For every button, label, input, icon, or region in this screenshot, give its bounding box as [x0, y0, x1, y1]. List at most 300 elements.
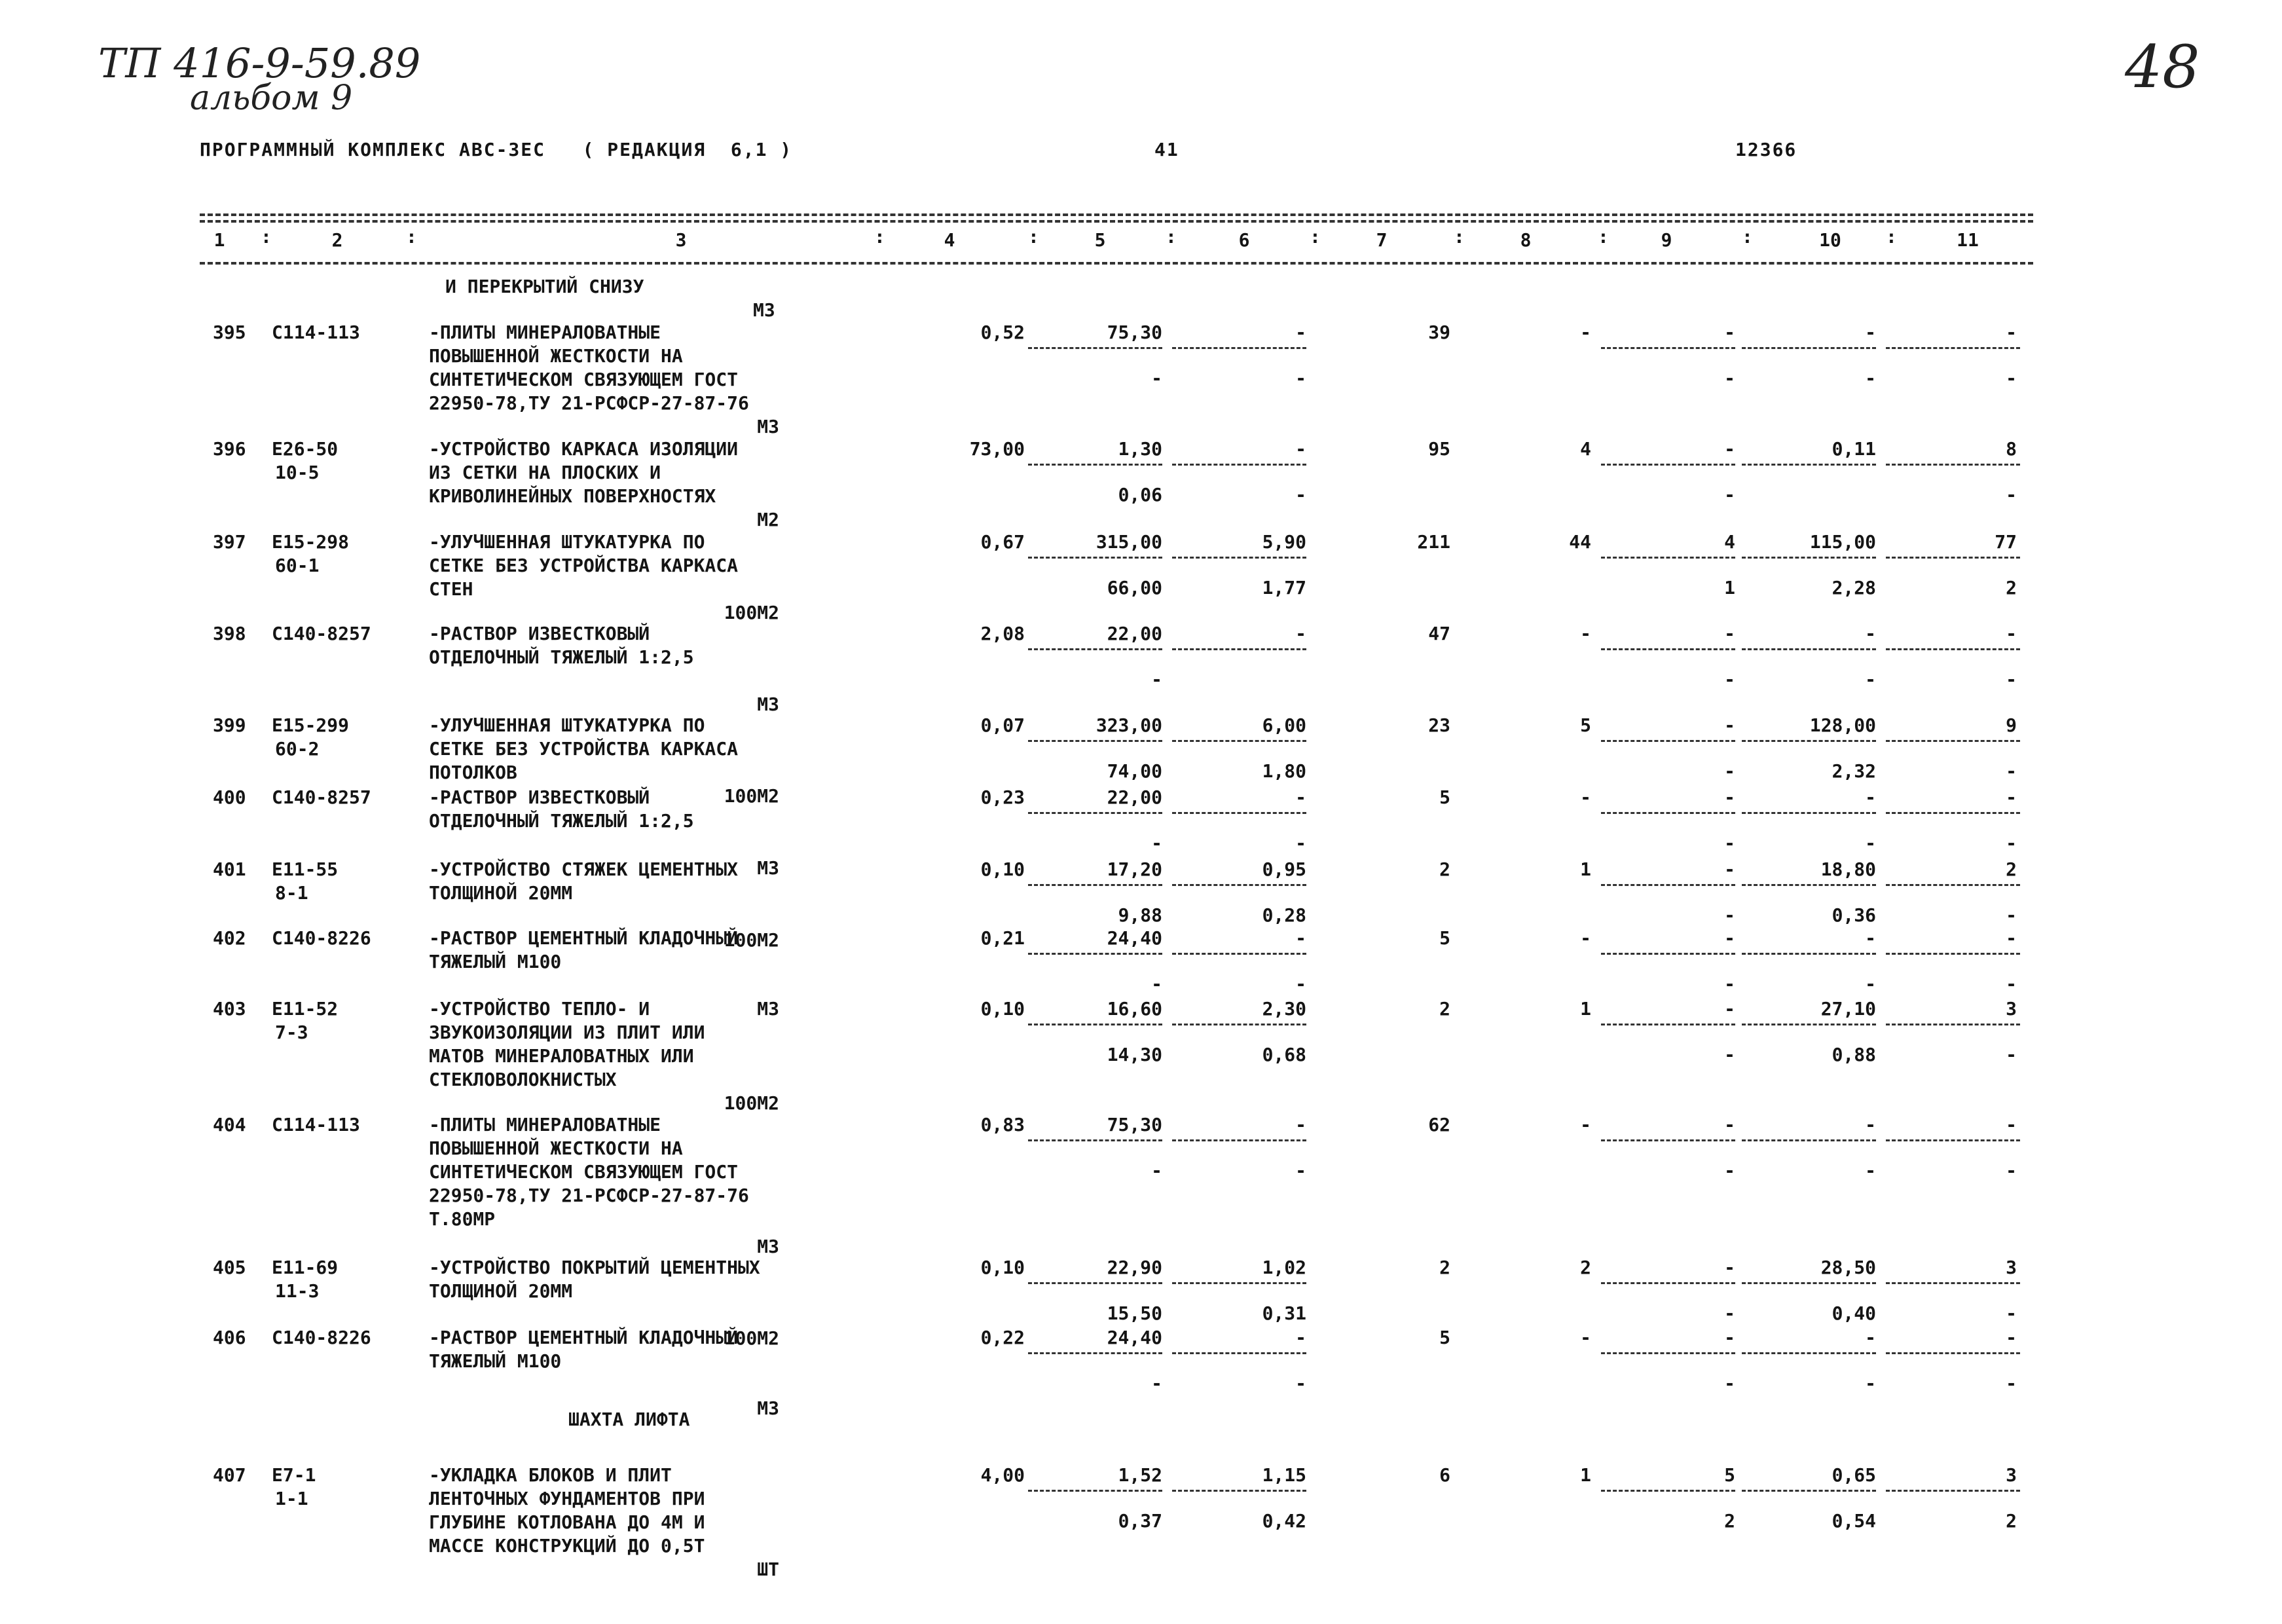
unit-cost-machinery: 5,90 [1262, 531, 1306, 553]
unit-wage-value: 9,88 [1118, 904, 1162, 926]
value-divider [1886, 464, 2020, 466]
column-header-7: 7 [1376, 229, 1388, 251]
labor-total: 3 [2006, 1464, 2017, 1486]
unit-cost-machinery: 6,00 [1262, 714, 1306, 736]
norm-code: С140-8257 [272, 786, 371, 808]
unit-wage-value: 66,00 [1107, 577, 1162, 599]
work-description: МАССЕ КОНСТРУКЦИЙ ДО 0,5Т [429, 1535, 705, 1557]
work-description: ТЯЖЕЛЫЙ М100 [429, 1350, 562, 1372]
value-divider [1028, 347, 1162, 349]
work-description: КРИВОЛИНЕЙНЫХ ПОВЕРХНОСТЯХ [429, 485, 716, 507]
unit-cost-machinery: - [1295, 1114, 1306, 1135]
wage-cost: 5 [1580, 714, 1591, 736]
unit-of-measure: 100М2 [724, 602, 779, 623]
unit-of-measure: 100М2 [724, 1092, 779, 1114]
column-header-9: 9 [1661, 229, 1672, 251]
value-divider [1172, 1024, 1306, 1025]
value-divider [1601, 347, 1735, 349]
column-separator: : [1454, 226, 1465, 248]
wage-cost: 44 [1569, 531, 1591, 553]
value-divider [1172, 648, 1306, 650]
machinery-labor-total: - [2006, 760, 2017, 782]
machinery-cost: - [1724, 438, 1735, 460]
labor-hours: 28,50 [1820, 1257, 1876, 1278]
labor-total: - [2006, 1327, 2017, 1348]
value-divider [1742, 1352, 1876, 1354]
machinery-cost: - [1724, 786, 1735, 808]
wage-cost: - [1580, 1114, 1591, 1135]
work-description: -УЛУЧШЕННАЯ ШТУКАТУРКА ПО [429, 531, 705, 553]
value-divider [1886, 884, 2020, 886]
total-cost: 6 [1439, 1464, 1450, 1486]
quantity-value: 0,22 [980, 1327, 1025, 1348]
value-divider [1886, 648, 2020, 650]
machinery-cost: 5 [1724, 1464, 1735, 1486]
column-separator: : [1742, 226, 1753, 248]
labor-total: 2 [2006, 858, 2017, 880]
machinery-labor-hours: 0,40 [1831, 1302, 1876, 1324]
unit-of-measure: М3 [757, 1397, 779, 1419]
machinery-labor-hours: - [1865, 1160, 1876, 1181]
machinery-labor-hours: 2,28 [1831, 577, 1876, 599]
value-divider [1742, 740, 1876, 742]
column-header-1: 1 [213, 229, 225, 251]
row-number: 403 [213, 998, 246, 1020]
unit-cost-machinery: 1,02 [1262, 1257, 1306, 1278]
work-description: -УКЛАДКА БЛОКОВ И ПЛИТ [429, 1464, 672, 1486]
labor-hours: 27,10 [1820, 998, 1876, 1020]
total-cost: 95 [1428, 438, 1450, 460]
work-description: ОТДЕЛОЧНЫЙ ТЯЖЕЛЫЙ 1:2,5 [429, 646, 694, 668]
value-divider [1742, 347, 1876, 349]
total-cost: 5 [1439, 1327, 1450, 1348]
value-divider [1886, 812, 2020, 814]
value-divider [1601, 953, 1735, 955]
value-divider [1601, 740, 1735, 742]
machinery-cost: - [1724, 1114, 1735, 1135]
value-divider [1601, 1024, 1735, 1025]
norm-code: С140-8257 [272, 623, 371, 644]
unit-machinery-wage: - [1295, 1160, 1306, 1181]
unit-cost-total: 22,90 [1107, 1257, 1162, 1278]
unit-cost-total: 1,30 [1118, 438, 1162, 460]
column-header-3: 3 [675, 229, 687, 251]
labor-total: - [2006, 927, 2017, 949]
row-number: 407 [213, 1464, 246, 1486]
column-separator: : [1028, 226, 1039, 248]
value-divider [1028, 884, 1162, 886]
value-divider [1601, 1282, 1735, 1284]
header-top-rule [200, 213, 2033, 216]
value-divider [1742, 812, 1876, 814]
labor-hours: - [1865, 786, 1876, 808]
value-divider [1742, 884, 1876, 886]
value-divider [1601, 884, 1735, 886]
quantity-value: 0,10 [980, 998, 1025, 1020]
norm-code: Е11-52 [272, 998, 339, 1020]
column-header-10: 10 [1819, 229, 1841, 251]
unit-of-measure: М3 [757, 857, 779, 879]
work-description: -ПЛИТЫ МИНЕРАЛОВАТНЫЕ [429, 322, 661, 343]
value-divider [1028, 557, 1162, 559]
norm-code: 60-1 [275, 555, 320, 576]
norm-code: С140-8226 [272, 1327, 371, 1348]
unit-of-measure: М2 [757, 509, 779, 530]
labor-total: 8 [2006, 438, 2017, 460]
quantity-value: 4,00 [980, 1464, 1025, 1486]
work-description: -УСТРОЙСТВО КАРКАСА ИЗОЛЯЦИИ [429, 438, 739, 460]
wage-cost: - [1580, 623, 1591, 644]
value-divider [1886, 347, 2020, 349]
value-divider [1886, 1352, 2020, 1354]
unit-of-measure: ШТ [757, 1559, 779, 1580]
work-description: ИЗ СЕТКИ НА ПЛОСКИХ И [429, 462, 661, 483]
unit-of-measure: М3 [757, 693, 779, 715]
unit-cost-total: 75,30 [1107, 322, 1162, 343]
value-divider [1172, 1139, 1306, 1141]
unit-machinery-wage: 0,31 [1262, 1302, 1306, 1324]
column-separator: : [261, 226, 272, 248]
unit-machinery-wage: 0,28 [1262, 904, 1306, 926]
row-number: 398 [213, 623, 246, 644]
norm-code: 60-2 [275, 738, 320, 760]
unit-wage-value: - [1151, 1373, 1162, 1394]
unit-machinery-wage: 0,42 [1262, 1510, 1306, 1532]
unit-wage-value: 0,37 [1118, 1510, 1162, 1532]
unit-cost-total: 75,30 [1107, 1114, 1162, 1135]
handwritten-doc-code: ТП 416-9-59.89 [98, 39, 421, 87]
machinery-wage: - [1724, 1373, 1735, 1394]
work-description: -УСТРОЙСТВО СТЯЖЕК ЦЕМЕНТНЫХ [429, 858, 739, 880]
machinery-labor-total: - [2006, 904, 2017, 926]
unit-cost-total: 24,40 [1107, 1327, 1162, 1348]
unit-cost-total: 22,00 [1107, 786, 1162, 808]
wage-cost: 1 [1580, 858, 1591, 880]
unit-of-measure: 100М2 [724, 785, 779, 807]
column-separator: : [874, 226, 885, 248]
labor-hours: 18,80 [1820, 858, 1876, 880]
program-header: ПРОГРАММНЫЙ КОМПЛЕКС АВС-3ЕС ( РЕДАКЦИЯ 6,1 ) [200, 139, 793, 160]
quantity-value: 0,07 [980, 714, 1025, 736]
labor-hours: 115,00 [1809, 531, 1876, 553]
value-divider [1742, 1282, 1876, 1284]
labor-hours: - [1865, 322, 1876, 343]
quantity-value: 2,08 [980, 623, 1025, 644]
value-divider [1172, 464, 1306, 466]
unit-cost-total: 16,60 [1107, 998, 1162, 1020]
machinery-cost: 4 [1724, 531, 1735, 553]
machinery-wage: - [1724, 1160, 1735, 1181]
labor-hours: - [1865, 1327, 1876, 1348]
labor-hours: 0,11 [1831, 438, 1876, 460]
total-cost: 2 [1439, 998, 1450, 1020]
unit-cost-machinery: - [1295, 322, 1306, 343]
value-divider [1742, 557, 1876, 559]
total-cost: 5 [1439, 786, 1450, 808]
labor-hours: 128,00 [1809, 714, 1876, 736]
value-divider [1028, 648, 1162, 650]
norm-code: Е7-1 [272, 1464, 316, 1486]
work-description: 22950-78,ТУ 21-РСФСР-27-87-76 [429, 392, 749, 414]
quantity-value: 0,21 [980, 927, 1025, 949]
value-divider [1601, 812, 1735, 814]
machinery-labor-total: - [2006, 367, 2017, 389]
machinery-labor-total: - [2006, 1044, 2017, 1065]
value-divider [1028, 953, 1162, 955]
unit-machinery-wage: 1,77 [1262, 577, 1306, 599]
value-divider [1601, 464, 1735, 466]
value-divider [1172, 884, 1306, 886]
work-description: ГЛУБИНЕ КОТЛОВАНА ДО 4М И [429, 1511, 705, 1533]
work-description: ТОЛЩИНОЙ 20ММ [429, 1280, 573, 1302]
wage-cost: - [1580, 322, 1591, 343]
unit-cost-machinery: - [1295, 1327, 1306, 1348]
wage-cost: - [1580, 927, 1591, 949]
machinery-wage: - [1724, 1302, 1735, 1324]
work-description: СЕТКЕ БЕЗ УСТРОЙСТВА КАРКАСА [429, 555, 739, 576]
unit-cost-total: 22,00 [1107, 623, 1162, 644]
continuation-text: И ПЕРЕКРЫТИЙ СНИЗУ [445, 276, 644, 297]
unit-of-measure: М3 [757, 416, 779, 437]
machinery-wage: - [1724, 1044, 1735, 1065]
section-title: ШАХТА ЛИФТА [568, 1409, 690, 1430]
unit-cost-total: 24,40 [1107, 927, 1162, 949]
value-divider [1601, 1139, 1735, 1141]
machinery-labor-hours: - [1865, 1373, 1876, 1394]
unit-wage-value: - [1151, 1160, 1162, 1181]
value-divider [1172, 1352, 1306, 1354]
unit-of-measure: 100М2 [724, 1327, 779, 1349]
work-description: -РАСТВОР ИЗВЕСТКОВЫЙ [429, 786, 650, 808]
unit-wage-value: - [1151, 832, 1162, 854]
value-divider [1886, 557, 2020, 559]
norm-code: 1-1 [275, 1488, 308, 1509]
unit-machinery-wage: - [1295, 367, 1306, 389]
unit-cost-machinery: - [1295, 927, 1306, 949]
labor-hours: - [1865, 927, 1876, 949]
norm-code: 7-3 [275, 1022, 308, 1043]
work-description: СИНТЕТИЧЕСКОМ СВЯЗУЮЩЕМ ГОСТ [429, 1161, 739, 1183]
value-divider [1886, 953, 2020, 955]
work-description: -УЛУЧШЕННАЯ ШТУКАТУРКА ПО [429, 714, 705, 736]
column-header-8: 8 [1520, 229, 1532, 251]
quantity-value: 0,52 [980, 322, 1025, 343]
wage-cost: - [1580, 1327, 1591, 1348]
work-description: ТОЛЩИНОЙ 20ММ [429, 882, 573, 904]
handwritten-page-number: 48 [2125, 33, 2200, 101]
handwritten-album: альбом 9 [190, 79, 353, 118]
header-top-rule-2 [200, 220, 2033, 223]
unit-machinery-wage: - [1295, 832, 1306, 854]
unit-cost-machinery: 1,15 [1262, 1464, 1306, 1486]
machinery-wage: - [1724, 669, 1735, 690]
value-divider [1028, 1282, 1162, 1284]
work-description: ЛЕНТОЧНЫХ ФУНДАМЕНТОВ ПРИ [429, 1488, 705, 1509]
machinery-labor-total: 2 [2006, 1510, 2017, 1532]
machinery-labor-hours: 2,32 [1831, 760, 1876, 782]
norm-code: Е26-50 [272, 438, 339, 460]
unit-cost-machinery: - [1295, 623, 1306, 644]
value-divider [1601, 557, 1735, 559]
work-description: -РАСТВОР ЦЕМЕНТНЫЙ КЛАДОЧНЫЙ [429, 927, 739, 949]
row-number: 401 [213, 858, 246, 880]
work-description: ПОВЫШЕННОЙ ЖЕСТКОСТИ НА [429, 1137, 683, 1159]
row-number: 396 [213, 438, 246, 460]
machinery-labor-hours: 0,36 [1831, 904, 1876, 926]
labor-total: 9 [2006, 714, 2017, 736]
labor-total: - [2006, 322, 2017, 343]
value-divider [1172, 953, 1306, 955]
value-divider [1028, 740, 1162, 742]
value-divider [1886, 1024, 2020, 1025]
value-divider [1742, 648, 1876, 650]
value-divider [1742, 1024, 1876, 1025]
value-divider [1172, 557, 1306, 559]
norm-code: Е15-299 [272, 714, 350, 736]
column-separator: : [1886, 226, 1897, 248]
unit-cost-machinery: 2,30 [1262, 998, 1306, 1020]
unit-machinery-wage: 1,80 [1262, 760, 1306, 782]
labor-hours: 0,65 [1831, 1464, 1876, 1486]
value-divider [1601, 1490, 1735, 1492]
unit-cost-total: 1,52 [1118, 1464, 1162, 1486]
value-divider [1172, 740, 1306, 742]
value-divider [1028, 1352, 1162, 1354]
unit-cost-total: 17,20 [1107, 858, 1162, 880]
work-description: -РАСТВОР ИЗВЕСТКОВЫЙ [429, 623, 650, 644]
header-bottom-rule [200, 262, 2033, 265]
norm-code: Е11-55 [272, 858, 339, 880]
unit-of-measure: 100М2 [724, 929, 779, 951]
machinery-wage: - [1724, 904, 1735, 926]
quantity-value: 0,23 [980, 786, 1025, 808]
machinery-cost: - [1724, 927, 1735, 949]
total-cost: 2 [1439, 1257, 1450, 1278]
machinery-labor-hours: - [1865, 669, 1876, 690]
unit-of-measure: М3 [757, 998, 779, 1020]
unit-machinery-wage: 0,68 [1262, 1044, 1306, 1065]
total-cost: 23 [1428, 714, 1450, 736]
machinery-labor-hours: - [1865, 973, 1876, 995]
wage-cost: 2 [1580, 1257, 1591, 1278]
unit-cost-machinery: - [1295, 786, 1306, 808]
labor-total: 3 [2006, 1257, 2017, 1278]
work-description: -ПЛИТЫ МИНЕРАЛОВАТНЫЕ [429, 1114, 661, 1135]
unit-wage-value: - [1151, 669, 1162, 690]
quantity-value: 0,10 [980, 858, 1025, 880]
unit-wage-value: - [1151, 973, 1162, 995]
machinery-wage: 1 [1724, 577, 1735, 599]
work-description: СЕТКЕ БЕЗ УСТРОЙСТВА КАРКАСА [429, 738, 739, 760]
row-number: 405 [213, 1257, 246, 1278]
work-description: ПОВЫШЕННОЙ ЖЕСТКОСТИ НА [429, 345, 683, 367]
row-number: 402 [213, 927, 246, 949]
work-description: СТЕН [429, 578, 473, 600]
labor-hours: - [1865, 1114, 1876, 1135]
unit-cost-machinery: 0,95 [1262, 858, 1306, 880]
value-divider [1742, 953, 1876, 955]
unit-machinery-wage: - [1295, 484, 1306, 506]
machinery-labor-total: - [2006, 1160, 2017, 1181]
machinery-cost: - [1724, 858, 1735, 880]
row-number: 400 [213, 786, 246, 808]
column-header-5: 5 [1094, 229, 1106, 251]
row-number: 395 [213, 322, 246, 343]
machinery-labor-total: - [2006, 832, 2017, 854]
unit-of-measure: М3 [757, 1236, 779, 1257]
norm-code: 11-3 [275, 1280, 320, 1302]
labor-total: - [2006, 623, 2017, 644]
machinery-labor-hours: 0,88 [1831, 1044, 1876, 1065]
value-divider [1028, 1024, 1162, 1025]
wage-cost: 1 [1580, 998, 1591, 1020]
value-divider [1886, 740, 2020, 742]
machinery-cost: - [1724, 623, 1735, 644]
wage-cost: 4 [1580, 438, 1591, 460]
machinery-wage: - [1724, 484, 1735, 506]
labor-total: 77 [1995, 531, 2017, 553]
machinery-labor-hours: - [1865, 367, 1876, 389]
row-number: 406 [213, 1327, 246, 1348]
machinery-labor-hours: - [1865, 832, 1876, 854]
work-description: -РАСТВОР ЦЕМЕНТНЫЙ КЛАДОЧНЫЙ [429, 1327, 739, 1348]
machinery-labor-total: - [2006, 669, 2017, 690]
quantity-value: 73,00 [969, 438, 1025, 460]
machinery-wage: 2 [1724, 1510, 1735, 1532]
norm-code: С140-8226 [272, 927, 371, 949]
value-divider [1601, 1352, 1735, 1354]
row-number: 397 [213, 531, 246, 553]
machinery-labor-total: - [2006, 484, 2017, 506]
labor-total: 3 [2006, 998, 2017, 1020]
value-divider [1601, 648, 1735, 650]
work-description: СИНТЕТИЧЕСКОМ СВЯЗУЮЩЕМ ГОСТ [429, 369, 739, 390]
column-separator: : [406, 226, 417, 248]
machinery-labor-hours: 0,54 [1831, 1510, 1876, 1532]
machinery-labor-total: - [2006, 1302, 2017, 1324]
wage-cost: - [1580, 786, 1591, 808]
total-cost: 5 [1439, 927, 1450, 949]
machinery-cost: - [1724, 714, 1735, 736]
norm-code: Е15-298 [272, 531, 350, 553]
unit-wage-value: - [1151, 367, 1162, 389]
work-description: ТЯЖЕЛЫЙ М100 [429, 951, 562, 972]
document-number: 12366 [1735, 139, 1797, 160]
machinery-labor-total: - [2006, 973, 2017, 995]
value-divider [1886, 1490, 2020, 1492]
machinery-wage: - [1724, 973, 1735, 995]
labor-hours: - [1865, 623, 1876, 644]
continuation-unit: М3 [753, 299, 775, 321]
column-separator: : [1166, 226, 1177, 248]
work-description: -УСТРОЙСТВО ТЕПЛО- И [429, 998, 650, 1020]
machinery-labor-total: 2 [2006, 577, 2017, 599]
unit-machinery-wage: - [1295, 1373, 1306, 1394]
column-header-11: 11 [1957, 229, 1979, 251]
column-header-4: 4 [944, 229, 955, 251]
unit-wage-value: 14,30 [1107, 1044, 1162, 1065]
norm-code: Е11-69 [272, 1257, 339, 1278]
value-divider [1886, 1282, 2020, 1284]
machinery-wage: - [1724, 367, 1735, 389]
machinery-cost: - [1724, 1327, 1735, 1348]
quantity-value: 0,67 [980, 531, 1025, 553]
machinery-cost: - [1724, 1257, 1735, 1278]
machinery-wage: - [1724, 760, 1735, 782]
labor-total: - [2006, 1114, 2017, 1135]
work-description: СТЕКЛОВОЛОКНИСТЫХ [429, 1069, 617, 1090]
total-cost: 47 [1428, 623, 1450, 644]
